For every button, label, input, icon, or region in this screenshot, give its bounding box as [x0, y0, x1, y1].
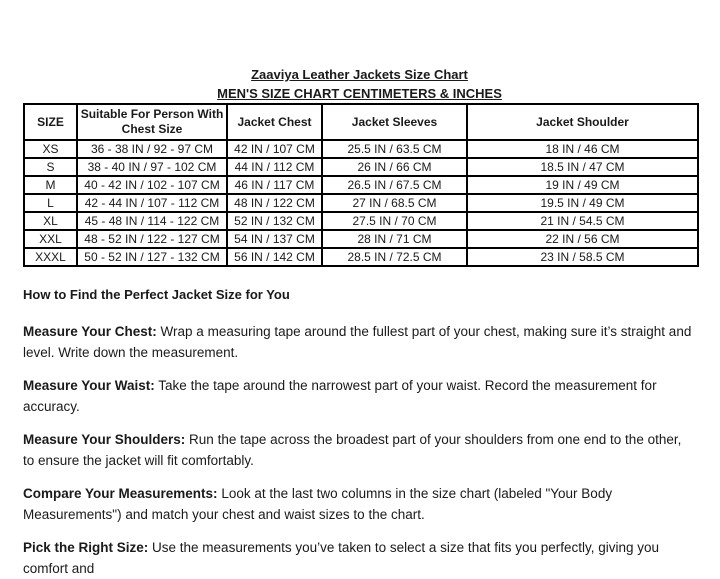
table-cell-jacket_sleeves: 26 IN / 66 CM	[322, 158, 467, 176]
table-cell-size: XS	[24, 140, 77, 158]
table-header-cell-0: SIZE	[24, 104, 77, 140]
table-cell-size: M	[24, 176, 77, 194]
table-cell-jacket_sleeves: 27.5 IN / 70 CM	[322, 212, 467, 230]
table-row	[24, 212, 698, 230]
table-row	[24, 176, 698, 194]
table-header-cell-2: Jacket Chest	[227, 104, 322, 140]
guide-step-label: Pick the Right Size:	[23, 540, 149, 555]
table-cell-jacket_sleeves: 25.5 IN / 63.5 CM	[322, 140, 467, 158]
table-cell-jacket_shoulder: 19.5 IN / 49 CM	[467, 194, 698, 212]
table-cell-jacket_shoulder: 23 IN / 58.5 CM	[467, 248, 698, 266]
doc-title: Zaaviya Leather Jackets Size Chart	[251, 67, 468, 82]
table-row	[24, 230, 698, 248]
size-chart-header	[24, 104, 698, 140]
guide-step-label: Measure Your Chest:	[23, 324, 157, 339]
table-cell-jacket_chest: 56 IN / 142 CM	[227, 248, 322, 266]
table-cell-jacket_sleeves: 28.5 IN / 72.5 CM	[322, 248, 467, 266]
sizing-guide	[23, 287, 696, 579]
guide-step: Pick the Right Size: Use the measurements you’ve taken to select a size that fits you perfectly, giving you comfort and	[23, 540, 660, 576]
table-header-cell-3: Jacket Sleeves	[322, 104, 467, 140]
table-cell-chest_size: 42 - 44 IN / 107 - 112 CM	[77, 194, 227, 212]
guide-step: Compare Your Measurements: Look at the last two columns in the size chart (labeled "Your Body Measurements") and match your chest and waist sizes to the chart.	[23, 486, 613, 522]
table-cell-size: XL	[24, 212, 77, 230]
table-cell-chest_size: 45 - 48 IN / 114 - 122 CM	[77, 212, 227, 230]
table-cell-jacket_chest: 44 IN / 112 CM	[227, 158, 322, 176]
table-cell-chest_size: 38 - 40 IN / 97 - 102 CM	[77, 158, 227, 176]
guide-steps	[23, 321, 696, 579]
table-cell-size: S	[24, 158, 77, 176]
table-cell-jacket_sleeves: 28 IN / 71 CM	[322, 230, 467, 248]
table-cell-jacket_chest: 42 IN / 107 CM	[227, 140, 322, 158]
table-cell-jacket_chest: 54 IN / 137 CM	[227, 230, 322, 248]
doc-subtitle: MEN'S SIZE CHART CENTIMETERS & INCHES	[217, 86, 502, 101]
table-row	[24, 158, 698, 176]
table-row	[24, 248, 698, 266]
table-cell-jacket_shoulder: 19 IN / 49 CM	[467, 176, 698, 194]
table-cell-jacket_shoulder: 18.5 IN / 47 CM	[467, 158, 698, 176]
table-cell-chest_size: 40 - 42 IN / 102 - 107 CM	[77, 176, 227, 194]
table-cell-chest_size: 50 - 52 IN / 127 - 132 CM	[77, 248, 227, 266]
table-cell-jacket_chest: 52 IN / 132 CM	[227, 212, 322, 230]
document-titles	[23, 65, 696, 103]
guide-step: Measure Your Waist: Take the tape around the narrowest part of your waist. Record the measurement for accuracy.	[23, 378, 657, 414]
table-header-row	[24, 104, 698, 140]
table-cell-size: XXL	[24, 230, 77, 248]
guide-step: Measure Your Chest: Wrap a measuring tape around the fullest part of your chest, making sure it’s straight and level. Write down the measurement.	[23, 324, 692, 360]
table-header-cell-1: Suitable For Person With Chest Size	[77, 104, 227, 140]
table-cell-size: XXXL	[24, 248, 77, 266]
table-cell-jacket_sleeves: 27 IN / 68.5 CM	[322, 194, 467, 212]
guide-step-label: Compare Your Measurements:	[23, 486, 218, 501]
table-cell-jacket_chest: 46 IN / 117 CM	[227, 176, 322, 194]
size-chart-table	[23, 103, 699, 267]
table-row	[24, 194, 698, 212]
guide-step-label: Measure Your Waist:	[23, 378, 155, 393]
table-cell-jacket_chest: 48 IN / 122 CM	[227, 194, 322, 212]
table-cell-jacket_shoulder: 21 IN / 54.5 CM	[467, 212, 698, 230]
table-cell-chest_size: 36 - 38 IN / 92 - 97 CM	[77, 140, 227, 158]
guide-step-label: Measure Your Shoulders:	[23, 432, 186, 447]
size-chart-body	[24, 140, 698, 266]
table-header-cell-4: Jacket Shoulder	[467, 104, 698, 140]
guide-step: Measure Your Shoulders: Run the tape across the broadest part of your shoulders from one end to the other, to ensure the jacket will fit comfortably.	[23, 432, 682, 468]
table-cell-size: L	[24, 194, 77, 212]
table-cell-jacket_shoulder: 18 IN / 46 CM	[467, 140, 698, 158]
table-cell-jacket_shoulder: 22 IN / 56 CM	[467, 230, 698, 248]
table-row	[24, 140, 698, 158]
guide-heading: How to Find the Perfect Jacket Size for You	[23, 287, 290, 302]
table-cell-chest_size: 48 - 52 IN / 122 - 127 CM	[77, 230, 227, 248]
table-cell-jacket_sleeves: 26.5 IN / 67.5 CM	[322, 176, 467, 194]
